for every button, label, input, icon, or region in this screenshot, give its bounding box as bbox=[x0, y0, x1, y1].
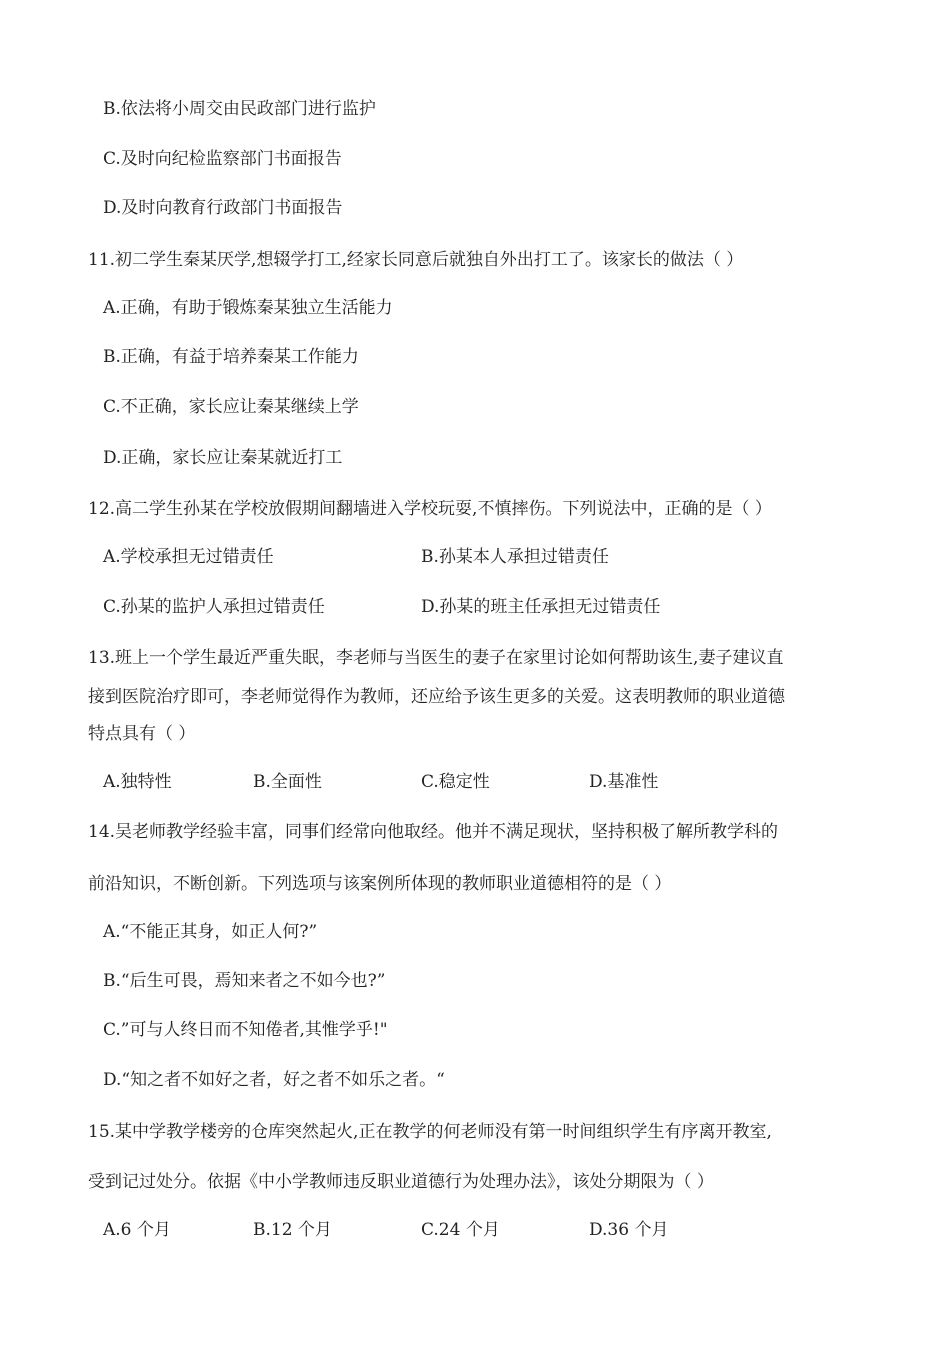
q15-option-d: D.36 个月 bbox=[589, 1220, 669, 1240]
q13-option-a: A.独特性 bbox=[103, 772, 172, 792]
q11-option-b: B.正确，有益于培养秦某工作能力 bbox=[103, 347, 359, 367]
q14-stem-line2: 前沿知识，不断创新。下列选项与该案例所体现的教师职业道德相符的是（ ） bbox=[88, 874, 672, 894]
q11-option-c: C.不正确，家长应让秦某继续上学 bbox=[103, 397, 359, 417]
q13-stem-line3: 特点具有（ ） bbox=[88, 724, 196, 744]
q13-option-b: B.全面性 bbox=[253, 772, 322, 792]
q12-option-d: D.孙某的班主任承担无过错责任 bbox=[421, 597, 661, 617]
q12-stem: 12.高二学生孙某在学校放假期间翻墙进入学校玩耍,不慎摔伤。下列说法中，正确的是（ ） bbox=[88, 499, 772, 519]
q10-option-c: C.及时向纪检监察部门书面报告 bbox=[103, 149, 342, 169]
q13-stem-line2: 接到医院治疗即可，李老师觉得作为教师，还应给予该生更多的关爱。这表明教师的职业道德 bbox=[88, 687, 785, 707]
q15-stem-line2: 受到记过处分。依据《中小学教师违反职业道德行为处理办法》，该处分期限为（ ） bbox=[88, 1172, 714, 1192]
q15-option-b: B.12 个月 bbox=[253, 1220, 332, 1240]
q11-option-a: A.正确，有助于锻炼秦某独立生活能力 bbox=[103, 298, 393, 318]
q15-option-a: A.6 个月 bbox=[103, 1220, 171, 1240]
q15-stem-line1: 15.某中学教学楼旁的仓库突然起火,正在教学的何老师没有第一时间组织学生有序离开教室, bbox=[88, 1122, 772, 1142]
q14-option-c: C.”可与人终日而不知倦者,其惟学乎!" bbox=[103, 1020, 388, 1040]
q12-option-c: C.孙某的监护人承担过错责任 bbox=[103, 597, 325, 617]
q10-option-d: D.及时向教育行政部门书面报告 bbox=[103, 198, 343, 218]
q13-option-c: C.稳定性 bbox=[421, 772, 490, 792]
q12-option-a: A.学校承担无过错责任 bbox=[103, 547, 274, 567]
q14-option-d: D.“知之者不如好之者，好之者不如乐之者。“ bbox=[103, 1070, 445, 1090]
q14-stem-line1: 14.吴老师教学经验丰富，同事们经常向他取经。他并不满足现状，坚持积极了解所教学科的 bbox=[88, 822, 779, 842]
q11-option-d: D.正确，家长应让秦某就近打工 bbox=[103, 448, 343, 468]
q10-option-b: B.依法将小周交由民政部门进行监护 bbox=[103, 99, 376, 119]
q13-stem-line1: 13.班上一个学生最近严重失眠，李老师与当医生的妻子在家里讨论如何帮助该生,妻子建议直 bbox=[88, 648, 784, 668]
q15-option-c: C.24 个月 bbox=[421, 1220, 500, 1240]
q11-stem: 11.初二学生秦某厌学,想辍学打工,经家长同意后就独自外出打工了。该家长的做法（ ） bbox=[88, 250, 744, 270]
q13-option-d: D.基准性 bbox=[589, 772, 659, 792]
q14-option-a: A.“不能正其身，如正人何?” bbox=[103, 922, 318, 942]
q12-option-b: B.孙某本人承担过错责任 bbox=[421, 547, 609, 567]
q14-option-b: B.“后生可畏，焉知来者之不如今也?” bbox=[103, 971, 386, 991]
